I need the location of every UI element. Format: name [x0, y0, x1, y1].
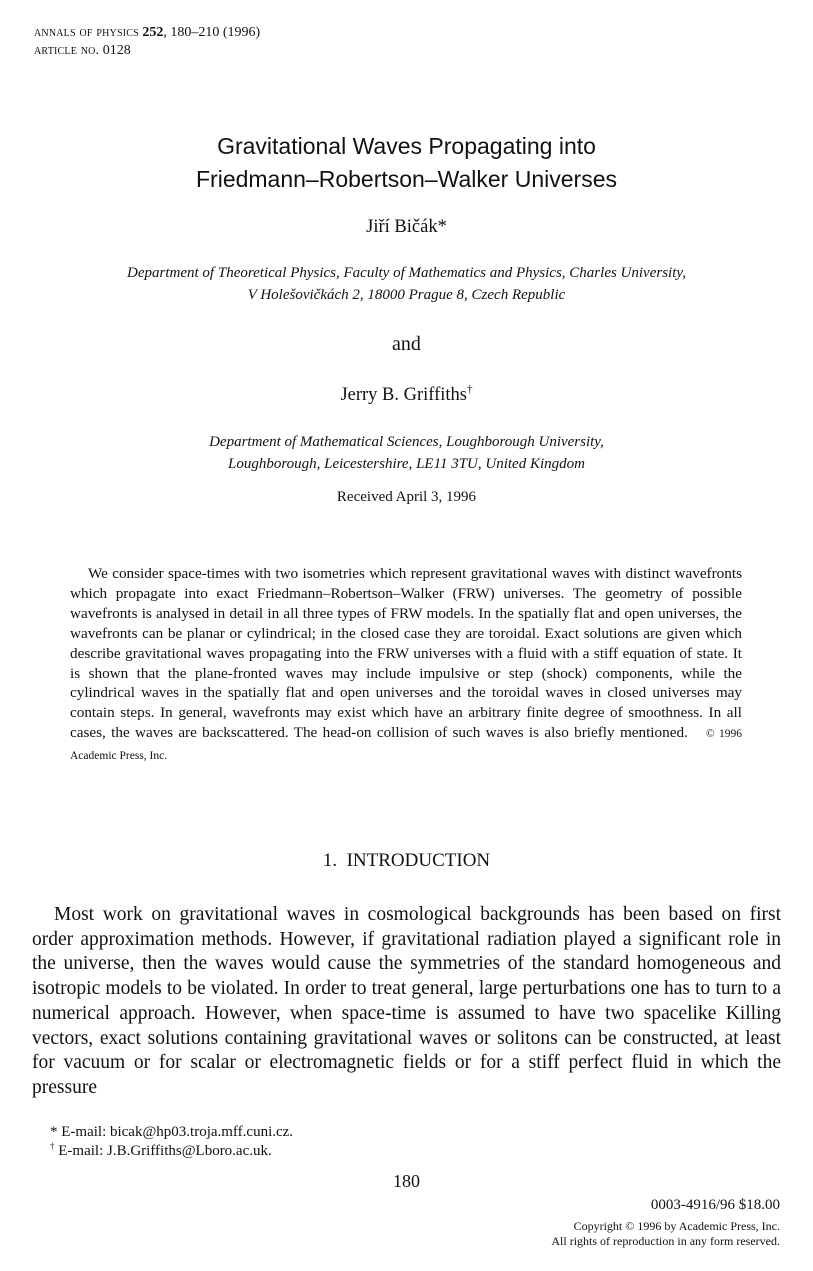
journal-name: annals of physics [34, 25, 139, 40]
journal-citation [34, 24, 260, 42]
author-2-name: Jerry B. Griffiths [340, 385, 468, 405]
abstract-copyright: © 1996 Academic Press, Inc. [70, 728, 742, 763]
author-1-affiliation-line-1: Department of Theoretical Physics, Faculty of Mathematics and Physics, Charles University, [127, 265, 686, 281]
author-2-footnote-mark: † [467, 383, 473, 396]
abstract-text: We consider space-times with two isometries which represent gravitational waves with distinct wavefronts which propagate into exact Friedmann–Robertson–Walker (FRW) universes. The geometry of possible wavefronts is analysed in detail in all three types of FRW models. In the spatially flat and open universes, the wavefronts can be planar or cylindrical; in the closed case they are toroidal. Exact solutions are given which describe gravitational waves propagating into the FRW universes with a fluid with a stiff equation of state. It is shown that the plane-fronted waves may include impulsive or step (shock) components, while the cylindrical waves in the spatially flat and open universes and the toroidal waves in closed universes may contain steps. In general, wavefronts may exist which have an arbitrary finite degree of smoothness. In all cases, the waves are backscattered. The head-on collision of such waves is also briefly mentioned. [70, 565, 742, 742]
footnote-2-mark: † [50, 1141, 55, 1151]
publisher-rights: All rights of reproduction in any form reserved. [551, 1234, 780, 1248]
introduction-paragraph: Most work on gravitational waves in cosmological backgrounds has been based on first order approximation methods. However, if gravitational radiation played a significant role in the universe, then the waves would cause the symmetries of the standard homogeneous and isotropic models to be violated. In order to treat general, large perturbations one has to turn to a numerical approach. However, when space-time is assumed to have two spacelike Killing vectors, exact solutions containing gravitational waves or solitons can be constructed, at least for vacuum or for scalar or electromagnetic fields or for a stiff perfect fluid in which the pressure [32, 904, 781, 1098]
journal-volume: 252 [142, 25, 164, 40]
article-number: 0128 [102, 43, 131, 58]
abstract [70, 564, 742, 767]
author-1-footnote-mark: * [437, 217, 447, 237]
footnote-2 [50, 1142, 272, 1161]
section-heading-introduction: 1. INTRODUCTION [322, 850, 491, 871]
author-2 [0, 384, 813, 406]
author-1-name: Jiří Bičák [366, 217, 438, 237]
footnote-1-email: E-mail: bicak@hp03.troja.mff.cuni.cz. [57, 1124, 294, 1140]
author-1 [0, 216, 813, 238]
author-conjunction: and [392, 333, 421, 355]
paper-title-line-1: Gravitational Waves Propagating into [217, 133, 596, 159]
page-number: 180 [393, 1171, 420, 1191]
publisher-copyright: Copyright © 1996 by Academic Press, Inc. [573, 1219, 780, 1233]
journal-pages-year: , 180–210 (1996) [163, 25, 261, 40]
paper-title-line-2: Friedmann–Robertson–Walker Universes [196, 166, 617, 192]
author-2-affiliation-line-1: Department of Mathematical Sciences, Loughborough University, [209, 434, 604, 450]
footnote-2-email: E-mail: J.B.Griffiths@Lboro.ac.uk. [54, 1143, 272, 1159]
author-1-affiliation-line-2: V Holešovičkách 2, 18000 Prague 8, Czech Republic [247, 287, 566, 303]
footnote-1-mark: * [50, 1124, 58, 1140]
author-2-affiliation-line-2: Loughborough, Leicestershire, LE11 3TU, United Kingdom [228, 456, 585, 472]
article-number-label: article no. [34, 43, 100, 58]
publisher-code-price: 0003-4916/96 $18.00 [650, 1197, 780, 1213]
article-number-line [34, 42, 131, 60]
footnote-1 [50, 1123, 293, 1142]
received-date: Received April 3, 1996 [336, 489, 477, 505]
